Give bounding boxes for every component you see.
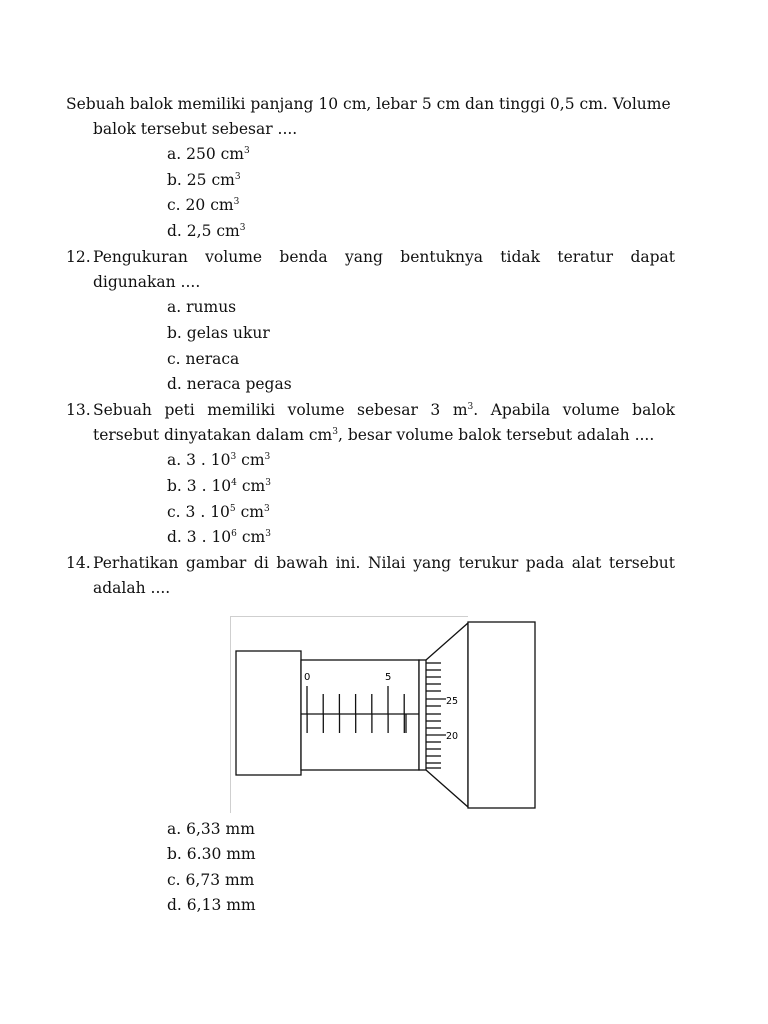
option-13-a: a. 3 . $10^3$ $cm^3$	[167, 451, 271, 469]
question-14-line-2: adalah ....	[93, 579, 171, 597]
option-13-b: b. 3 . $10^4$ $cm^3$	[167, 477, 271, 495]
question-13-number: 13.	[66, 401, 91, 419]
thimble-body	[468, 622, 535, 808]
micrometer-figure	[230, 615, 540, 815]
main-scale-label-5: 5	[385, 672, 392, 683]
question-11-line-2: balok tersebut sebesar ....	[93, 120, 298, 138]
question-12-line-2: digunakan ....	[93, 273, 201, 291]
thimble-edge	[419, 660, 426, 770]
option-11-a: a. 250 $cm^3$	[167, 145, 250, 163]
question-12-number: 12.	[66, 248, 91, 266]
anvil-block	[236, 651, 301, 775]
question-14-number: 14.	[66, 554, 91, 572]
sleeve	[301, 660, 419, 770]
option-12-b: b. gelas ukur	[167, 324, 270, 342]
thimble-bevel	[426, 623, 468, 807]
question-13-line-1: Sebuah peti memiliki volume sebesar 3 $m^3$. Apabila volume balok	[93, 401, 675, 419]
option-14-b: b. 6.30 mm	[167, 845, 256, 863]
question-12-line-1: Pengukuran volume benda yang bentuknya tidak teratur dapat	[93, 248, 675, 266]
thimble-scale-ticks	[426, 663, 446, 768]
option-13-d: d. 3 . $10^6$ $cm^3$	[167, 528, 271, 546]
option-11-d: d. 2,5 $cm^3$	[167, 222, 246, 240]
option-14-d: d. 6,13 mm	[167, 896, 256, 914]
option-11-b: b. 25 $cm^3$	[167, 171, 241, 189]
question-13-line-2: tersebut dinyatakan dalam $cm^3$, besar volume balok tersebut adalah ....	[93, 426, 655, 444]
option-12-d: d. neraca pegas	[167, 375, 292, 393]
option-12-c: c. neraca	[167, 350, 240, 368]
option-11-c: c. 20 $cm^3$	[167, 196, 240, 214]
main-scale-label-0: 0	[304, 672, 311, 683]
thimble-label-25: 25	[446, 696, 459, 707]
option-13-c: c. 3 . $10^5$ $cm^3$	[167, 503, 270, 521]
thimble-label-20: 20	[446, 731, 459, 742]
option-14-c: c. 6,73 mm	[167, 871, 255, 889]
option-12-a: a. rumus	[167, 298, 237, 316]
question-11-line-1: Sebuah balok memiliki panjang 10 cm, lebar 5 cm dan tinggi 0,5 cm. Volume	[66, 95, 671, 113]
question-14-line-1: Perhatikan gambar di bawah ini. Nilai yang terukur pada alat tersebut	[93, 554, 675, 572]
option-14-a: a. 6,33 mm	[167, 820, 255, 838]
